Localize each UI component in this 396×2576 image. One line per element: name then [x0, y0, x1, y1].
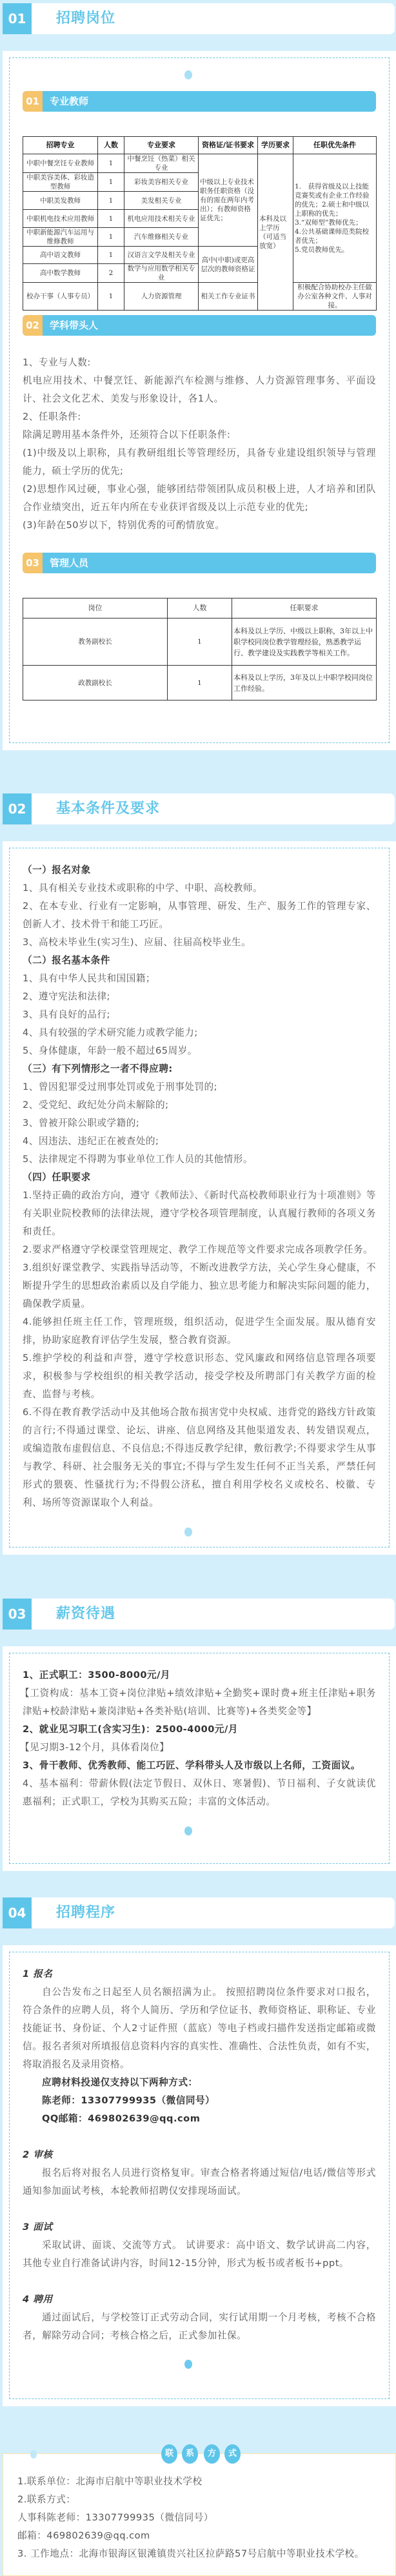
- section-subheading: 1、正式职工：3500-8000元/月: [23, 1670, 171, 1681]
- contact-box: [3, 2453, 396, 2576]
- section-title: 基本条件及要求: [56, 801, 161, 817]
- section-subheading: （一）报名对象: [23, 864, 91, 875]
- count-cell: 1: [98, 154, 124, 173]
- text-line: 5、法律规定不得聘为事业单位工作人员的其他情形。: [23, 1154, 253, 1165]
- text-line: 2、遵守宪法和法律;: [23, 991, 110, 1002]
- section-panel-procedure: [3, 1945, 396, 2406]
- text-line: 机电应用技术、中餐烹饪、新能源汽车检测与维修、人力资源管理事务、平面设计、社会文化艺术、美发与形象设计，各1人。: [23, 375, 376, 404]
- section-number: 03: [3, 1599, 32, 1630]
- text-line: QQ邮箱：469802639@qq.com: [42, 2113, 201, 2124]
- major-cell: 中职中餐烹饪专业教师: [23, 154, 98, 173]
- contact-title-char: 联: [161, 2444, 177, 2464]
- preference-cell: 1. 获得省级及以上技能竞赛奖或有企业工作经验的优先；2.硕士和中级以上职称的优先； 3.“双师型”教师优先； 4.公共基础课师范类院校者优先； 5.党员教师优先。: [293, 154, 377, 283]
- section-title: 招聘岗位: [56, 10, 116, 26]
- subheader-subject-leaders: [23, 315, 376, 336]
- column-header: 资格证/证书要求: [199, 137, 258, 154]
- column-header: 人数: [168, 598, 232, 618]
- subheader-number: 02: [23, 315, 43, 336]
- section-subheading: 2、就业见习职工(含实习生)：2500-4000元/月: [23, 1724, 238, 1735]
- text-line: 自公告发布之日起至人员名额招满为止。 按照招聘岗位条件要求对口报名，符合条件的应聘人员，将个人简历、学历和学位证书、教师资格证、职称证、专业技能证书、身份证、个人2寸证件照（蓝底）等电子档或扫描件发送指定邮箱或微信。报名者须对所填报信息资料内容的真实性、准确性、合法性负责，如有不实，将取消报名及录用资格。: [23, 1987, 376, 2070]
- section-subheading: （三）有下列情形之一者不得应聘:: [23, 1063, 173, 1074]
- table-header-row: [23, 137, 377, 154]
- section-panel-salary: [3, 1646, 396, 1871]
- requirement-cell: 本科及以上学历、中级以上职称，3年以上中职学校同岗位教学管理经验，熟悉教学运行、教学建设及实践教学等相关工作。: [232, 618, 377, 666]
- text-line: 报名后将对报名人员进行资格复审。审查合格者将通过短信/电话/微信等形式通知参加面试考核，本轮教师招聘仅安排现场面试。: [23, 2167, 376, 2196]
- count-cell: 1: [98, 192, 124, 210]
- certificate-cell: 中级以上专业技术职务任职资格（没有的需在两年内考出）；有教师资格证优先；: [199, 154, 258, 247]
- text-line: 1.坚持正确的政治方向，遵守《教师法》、《新时代高校教师职业行为十项准则》等有关职业院校教师的法律法规，遵守学校各项管理制度，认真履行教师的各项义务和责任。: [23, 1190, 376, 1237]
- certificate-cell: 相关工作专业证书: [199, 283, 258, 311]
- text-line: 应聘材料投递仅支持以下两种方式：: [42, 2077, 198, 2088]
- text-line: (3)年龄在50岁以下，特别优秀的可酌情放宽。: [23, 520, 225, 531]
- dot-decoration-icon: [184, 2360, 192, 2369]
- count-cell: 1: [168, 666, 232, 700]
- text-line: 1、专业与人数:: [23, 357, 91, 368]
- major-cell: 中职新能源汽车运用与维修教师: [23, 228, 98, 247]
- requirement-cell: 彩妆美容相关专业: [124, 173, 199, 192]
- major-cell: 高中语文教师: [23, 247, 98, 264]
- text-line: 4、因违法、违纪正在被查处的;: [23, 1136, 159, 1147]
- section-subheading: 1 报名: [23, 1968, 53, 1979]
- post-cell: 教务副校长: [23, 618, 168, 666]
- column-header: 岗位: [23, 598, 168, 618]
- salary-text: [20, 1666, 376, 1811]
- text-line: 4、基本福利：带薪休假(法定节假日、双休日、寒暑假)、节日福利、子女就读优惠福利；正式职工，学校为其购买五险；丰富的文体活动。: [23, 1778, 376, 1807]
- column-header: 任职要求: [232, 598, 377, 618]
- section-subheading: 4 聘用: [23, 2294, 53, 2305]
- column-header: 专业要求: [124, 137, 199, 154]
- column-header: 人数: [98, 137, 124, 154]
- count-cell: 1: [98, 228, 124, 247]
- table-header-row: [23, 598, 377, 618]
- dot-decoration-icon: [30, 2450, 37, 2458]
- text-line: 6.不得在教育教学活动中及其他场合散布损害党中央权威、违背党的路线方针政策的言行;不得通过课堂、论坛、讲座、信息网络及其他渠道发表、转发错误观点，或编造散布虚假信息、不良信息;不得违反教学纪律，敷衍教学;不得要求学生从事与教学、科研、社会服务无关的事宜;不得与学生发生任何不正当关系，严禁任何形式的猥亵、性骚扰行为;不得假公济私，擅自利用学校名义或校名、校徽、专利、场所等资源谋取个人利益。: [23, 1407, 376, 1508]
- column-header: 学历要求: [258, 137, 293, 154]
- section-panel-requirements: [3, 841, 396, 1555]
- contact-title-char: 系: [182, 2444, 198, 2464]
- section-subheading: 2 审核: [23, 2149, 53, 2160]
- text-line: 3、曾被开除公职或学籍的;: [23, 1118, 140, 1129]
- major-cell: 中职美容美体、彩妆造型教师: [23, 173, 98, 192]
- subheader-label: 学科带头人: [50, 320, 99, 331]
- major-cell: 高中数学教师: [23, 264, 98, 283]
- text-line: 2、任职条件:: [23, 411, 81, 422]
- section-header-basic-requirements: [3, 793, 395, 824]
- section-title: 招聘程序: [56, 1905, 116, 1921]
- text-line: 通过面试后，与学校签订正式劳动合同，实行试用期一个月考核，考核不合格者，解除劳动合同；考核合格之后，正式参加社保。: [23, 2312, 376, 2341]
- text-line: 2.要求严格遵守学校课堂管理规定、教学工作规范等文件要求完成各项教学任务。: [23, 1244, 373, 1255]
- teacher-positions-table: [23, 136, 377, 311]
- text-line: 除满足聘用基本条件外，还须符合以下任职条件:: [23, 429, 231, 440]
- section-header-procedure: [3, 1897, 395, 1928]
- dot-decoration-icon: [184, 1826, 192, 1835]
- requirement-cell: 美发相关专业: [124, 192, 199, 210]
- count-cell: 1: [98, 210, 124, 228]
- major-cell: 中职机电技术应用教师: [23, 210, 98, 228]
- section-number: 02: [3, 793, 32, 824]
- certificate-cell: 高中(中职)或更高层次的教师资格证: [199, 247, 258, 283]
- text-line: 2.联系方式：: [17, 2494, 76, 2505]
- section-panel-positions: [3, 51, 396, 750]
- count-cell: 2: [98, 264, 124, 283]
- text-line: 3、具有良好的品行;: [23, 1009, 110, 1020]
- contact-text: [17, 2473, 385, 2563]
- section-number: 04: [3, 1897, 32, 1928]
- count-cell: 1: [98, 247, 124, 264]
- text-line: 1.联系单位：北海市启航中等职业技术学校: [17, 2476, 203, 2487]
- table-row: [23, 618, 377, 666]
- section-subheading: 3、骨干教师、优秀教师、能工巧匠、学科带头人及市级以上名师，工资面议。: [23, 1760, 361, 1771]
- education-cell: 本科及以上学历（可适当放宽）: [258, 154, 293, 311]
- management-positions-table: [23, 598, 377, 700]
- text-line: 4.能够担任班主任工作，管理班级，组织活动，促进学生全面发展。服从德育安排，协助家庭教育评估学生发展，整合教育资源。: [23, 1316, 376, 1345]
- text-line: 4、具有较强的学术研究能力或教学能力;: [23, 1027, 198, 1038]
- subheader-number: 03: [23, 553, 43, 573]
- column-header: 招聘专业: [23, 137, 98, 154]
- dot-decoration-icon: [184, 1528, 192, 1537]
- text-line: (2)思想作风过硬，事业心强，能够团结带领团队成员积极上进，人才培养和团队合作业绩突出，近五年内所在专业获评省级及以上示范专业的优先;: [23, 484, 376, 513]
- table-row: [23, 666, 377, 700]
- subheader-number: 01: [23, 91, 43, 112]
- text-line: 1、具有相关专业技术或职称的中学、中职、高校教师。: [23, 883, 263, 894]
- text-line: 3. 工作地点：北海市银海区银滩镇贵兴社区拉萨路57号启航中等职业技术学校。: [17, 2548, 364, 2559]
- procedure-text: [23, 1965, 376, 2345]
- text-line: 陈老师：13307799935（微信同号）: [42, 2095, 215, 2106]
- section-header-salary: [3, 1599, 395, 1630]
- column-header: 任职优先条件: [293, 137, 377, 154]
- text-line: 采取试讲、面谈、交流等方式。 试讲要求：高中语文、数学试讲高二内容，其他专业自行准备试讲内容，时间12-15分钟，形式为板书或者板书+ppt。: [23, 2240, 376, 2269]
- section-header-recruitment-positions: [3, 3, 395, 34]
- requirement-cell: 人力资源管理: [124, 283, 199, 311]
- text-line: (1)中级及以上职称，具有教研组组长等管理经历，具备专业建设组织领导与管理能力，硕士学历的优先;: [23, 447, 376, 476]
- text-line: 5.维护学校的利益和声誉，遵守学校意识形态、党风廉政和网络信息管理各项要求，积极参与学校组织的相关教学活动，接受学校及所聘部门有关教学方面的检查、监督与考核。: [23, 1353, 376, 1400]
- requirement-cell: 汉语言文学及相关专业: [124, 247, 199, 264]
- requirement-cell: 机电应用技术相关专业: [124, 210, 199, 228]
- count-cell: 1: [98, 173, 124, 192]
- text-line: 【见习期3-12个月，具体看岗位】: [20, 1742, 170, 1753]
- dot-decoration-icon: [184, 70, 192, 79]
- text-line: 1、具有中华人民共和国国籍；: [23, 973, 156, 984]
- text-line: 3.组织好课堂教学、实践指导活动等，不断改进教学方法，关心学生身心健康，不断提升学生的思想政治素质以及自学能力、独立思考能力和解决实际问题的能力，确保教学质量。: [23, 1262, 376, 1309]
- requirement-cell: 汽车维修相关专业: [124, 228, 199, 247]
- text-line: 2、受党纪、政纪处分尚未解除的;: [23, 1099, 169, 1110]
- text-line: 人事科陈老师：13307799935（微信同号）: [17, 2512, 213, 2523]
- requirements-text: [23, 861, 376, 1512]
- requirement-cell: 本科及以上学历，3年及以上中职学校同岗位工作经验。: [232, 666, 377, 700]
- requirement-cell: 数学与应用数学相关专业: [124, 264, 199, 283]
- text-line: 3、高校未毕业生(实习生)、应届、往届高校毕业生。: [23, 937, 252, 948]
- subheader-label: 管理人员: [50, 557, 89, 569]
- section-subheading: 3 面试: [23, 2222, 53, 2233]
- text-line: 5、身体健康，年龄一般不超过65周岁。: [23, 1045, 197, 1056]
- section-subheading: （四）任职要求: [23, 1172, 91, 1183]
- count-cell: 1: [168, 618, 232, 666]
- count-cell: 1: [98, 283, 124, 311]
- major-cell: 校办干事（人事专员）: [23, 283, 98, 311]
- text-line: 2、在本专业、行业有一定影响，从事管理、研发、生产、服务工作的管理专家、创新人才、技术骨干和能工巧匠。: [23, 901, 376, 930]
- text-line: 【工资构成：基本工资+岗位津贴+绩效津贴+全勤奖+课时费+班主任津贴+职务津贴+校龄津贴+兼岗津贴+各类补贴(培训、比赛等)+各类奖金等】: [20, 1688, 376, 1717]
- section-number: 01: [3, 3, 32, 34]
- requirement-cell: 中餐烹饪（热菜）相关专业: [124, 154, 199, 173]
- subheader-professional-teachers: [23, 91, 376, 112]
- subject-leader-text: [23, 354, 376, 535]
- major-cell: 中职美发教师: [23, 192, 98, 210]
- table-row: [23, 154, 377, 173]
- contact-title-char: 方: [204, 2444, 220, 2464]
- section-title: 薪资待遇: [56, 1606, 116, 1622]
- subheader-management: [23, 553, 376, 573]
- section-subheading: （二）报名基本条件: [23, 955, 110, 966]
- contact-title-char: 式: [224, 2444, 241, 2464]
- text-line: 邮箱：469802639@qq.com: [17, 2530, 150, 2541]
- preference-cell: 积极配合协助校办主任做办公室各种文件、人事对接。: [293, 283, 377, 311]
- post-cell: 政教副校长: [23, 666, 168, 700]
- subheader-label: 专业教师: [50, 96, 89, 107]
- text-line: 1、曾因犯罪受过刑事处罚或免于刑事处罚的;: [23, 1081, 217, 1092]
- table-row: [23, 283, 377, 311]
